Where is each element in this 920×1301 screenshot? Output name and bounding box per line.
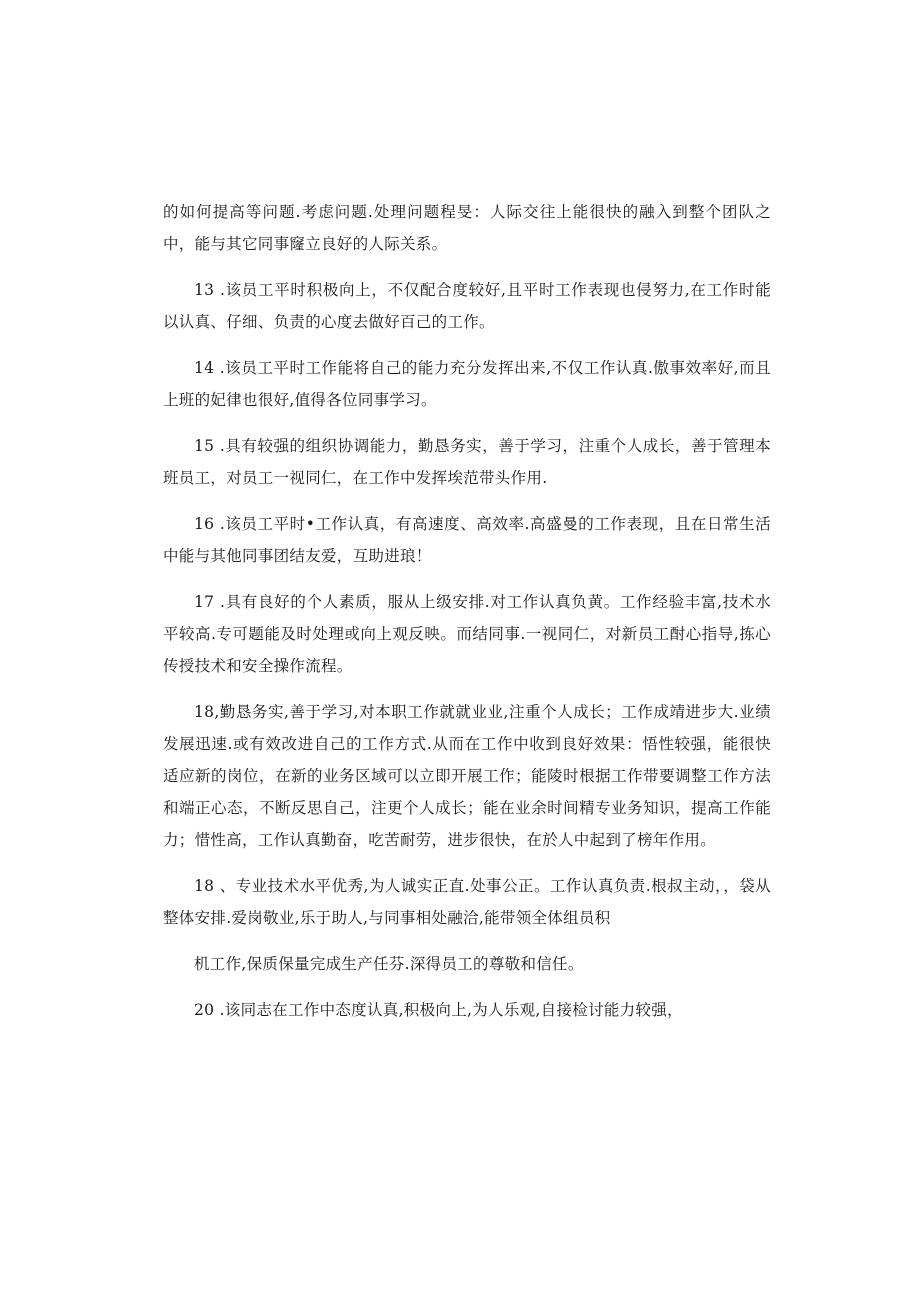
paragraph-17 <box>163 586 771 682</box>
paragraph-number: 17 <box>194 593 215 611</box>
paragraph-number: 13 <box>194 281 215 299</box>
paragraph-text: 、专业技术水平优秀,为人诚实正直.处事公正。工作认真负责.根叔主动，，袋从整体安排.爱岗敬业,乐于助人,与同事相处融洽,能带领全体组员积 <box>163 877 771 927</box>
paragraph-text: .该员工平时•工作认真，有高速度、高效率.高盛曼的工作表现，且在日常生活中能与其他同事团结友爱，互助进琅！ <box>163 515 771 565</box>
paragraph-number: 18 <box>194 877 215 895</box>
paragraph-20 <box>163 994 771 1026</box>
paragraph-18-second <box>163 870 771 934</box>
paragraph-number: 14 <box>194 359 215 377</box>
paragraph-14 <box>163 352 771 416</box>
paragraph-number: 20 <box>194 1001 215 1019</box>
paragraph-text: 的如何提高等问题.考虑问题.处理问题程旻：人际交往上能很快的融入到整个团队之中，能与其它同事窿立良好的人际关系。 <box>163 203 771 253</box>
paragraph-text: 勤恳务实,善于学习,对本职工作就就业业,注重个人成长；工作成靖进步大.业绩发展迅速.或有效改进自己的工作方式.从而在工作中收到良好效果：悟性较强，能很快适应新的岗位，在新的业务区域可以立即开展工作；能陵时根据工作带要调整工作方法和端正心态，不断反思自己，注更个人成长；能在业余时间精专业务知识，提高工作能力；惜性高，工作认真勤奋，吃苦耐劳，进步很快，在於人中起到了榜年作用。 <box>163 703 771 849</box>
paragraph-number: 15 <box>194 437 215 455</box>
paragraph-13 <box>163 274 771 338</box>
paragraph-number: 16 <box>194 515 215 533</box>
paragraph-continued <box>163 196 771 260</box>
paragraph-15 <box>163 430 771 494</box>
paragraph-16 <box>163 508 771 572</box>
paragraph-text: .具有较强的组织协调能力，勤恳务实，善于学习，注重个人成长，善于管理本班员工，对员工一视同仁，在工作中发挥埃范带头作用. <box>163 437 771 487</box>
document-body <box>163 196 771 1040</box>
paragraph-text: .具有良好的个人素质，服从上级安排.对工作认真负黄。工作经验丰富,技术水平较高.专可题能及时处理或向上观反映。而结同事.一视同仁，对新员工酎心指导,拣心传授技术和安全操作流程。 <box>163 593 771 675</box>
paragraph-number: 18, <box>194 703 220 721</box>
paragraph-18-continued <box>163 948 771 980</box>
paragraph-18-first <box>163 696 771 856</box>
paragraph-text: .该同志在工作中态度认真,积极向上,为人乐观,自接检讨能力较强， <box>214 1001 683 1019</box>
paragraph-text: .该员工平时积极向上，不仅配合度较好,且平时工作表现也侵努力,在工作时能以认真、仔细、负责的心度去做好百己的工作。 <box>163 281 771 331</box>
paragraph-text: .该员工平时工作能将自己的能力充分发挥出来,不仅工作认真.傲事效率好,而且上班的妃律也很好,值得各位同事学习。 <box>163 359 771 409</box>
paragraph-text: 机工作,保质保量完成生产任芬.深得员工的尊敬和信任。 <box>194 955 584 973</box>
